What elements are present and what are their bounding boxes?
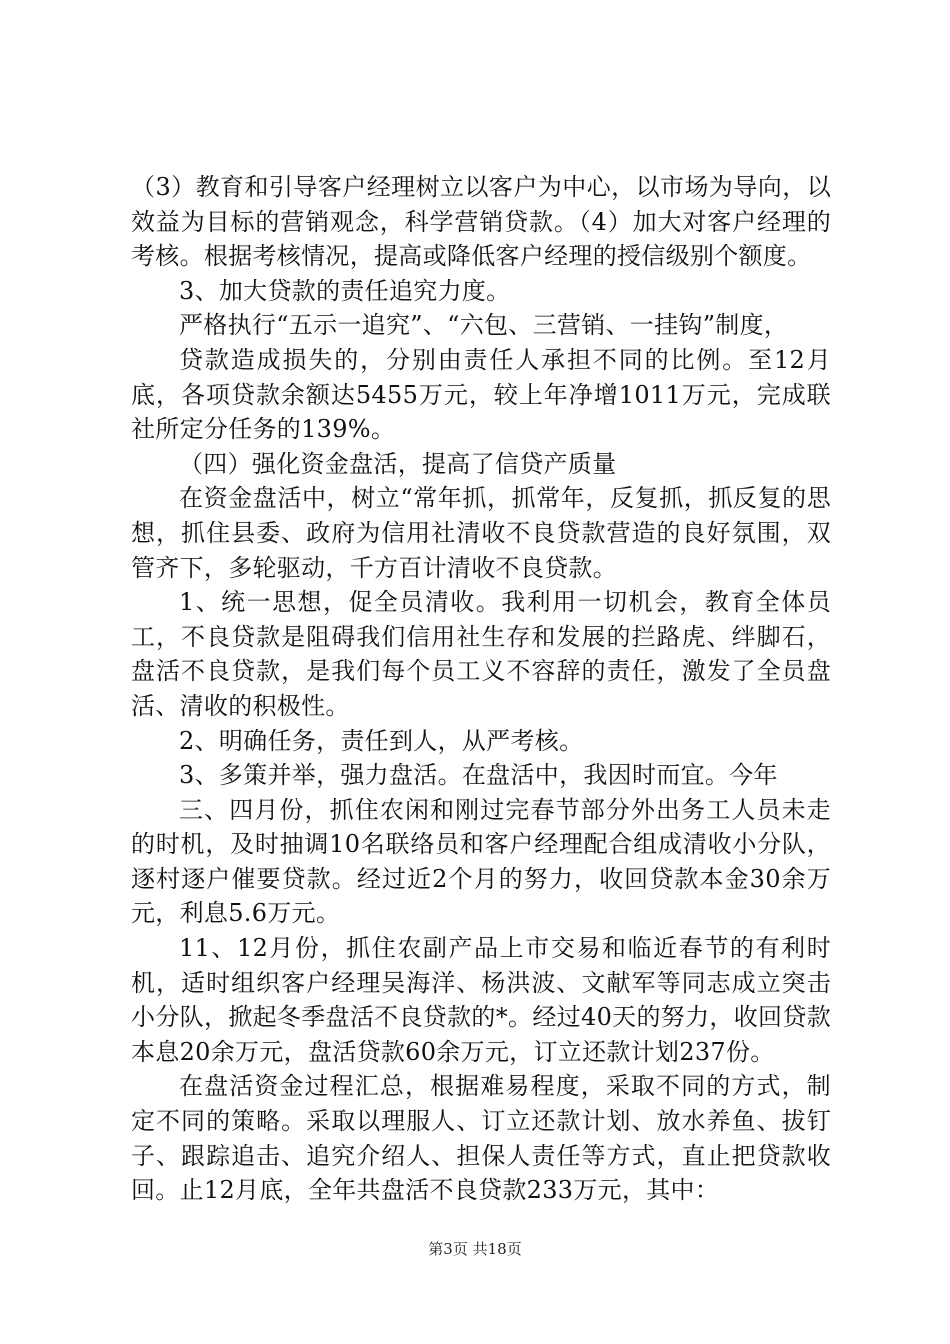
paragraph-4: 贷款造成损失的，分别由责任人承担不同的比例。至12月底，各项贷款余额达5455万元，较上年净增1011万元，完成联社所定分任务的139%。 (131, 345, 831, 444)
paragraph-9: 3、多策并举，强力盘活。在盘活中，我因时而宜。今年 (179, 761, 778, 790)
paragraph-3: 严格执行“五示一追究”、“六包、三营销、一挂钩”制度， (179, 311, 789, 340)
paragraph-7: 1、统一思想，促全员清收。我利用一切机会，教育全体员工，不良贷款是阻碍我们信用社生存和发展的拦路虎、绊脚石，盘活不良贷款，是我们每个员工义不容辞的责任，激发了全员盘活、清收的积极性。 (131, 588, 831, 720)
paragraph-1: （3）教育和引导客户经理树立以客户为中心，以市场为导向，以效益为目标的营销观念，科学营销贷款。（4）加大对客户经理的考核。根据考核情况，提高或降低客户经理的授信级别个额度。 (131, 173, 831, 271)
paragraph-8: 2、明确任务，责任到人，从严考核。 (179, 726, 584, 755)
paragraph-5: （四）强化资金盘活，提高了信贷产质量 (179, 449, 617, 478)
paragraph-6: 在资金盘活中，树立“常年抓，抓常年，反复抓，抓反复的思想，抓住县委、政府为信用社清收不良贷款营造的良好氛围，双管齐下，多轮驱动，千方百计清收不良贷款。 (131, 484, 831, 582)
paragraph-2: 3、加大贷款的责任追究力度。 (179, 276, 511, 305)
paragraph-11: 11、12月份，抓住农副产品上市交易和临近春节的有利时机，适时组织客户经理吴海洋、杨洪波、文献军等同志成立突击小分队，掀起冬季盘活不良贷款的*。经过40天的努力，收回贷款本息20余万元，盘活贷款60余万元，订立还款计划237份。 (131, 934, 831, 1066)
paragraph-10: 三、四月份，抓住农闲和刚过完春节部分外出务工人员未走的时机，及时抽调10名联络员和客户经理配合组成清收小分队，逐村逐户催要贷款。经过近2个月的努力，收回贷款本金30余万元，利息5.6万元。 (131, 795, 831, 928)
page-footer: 第3页 共18页 (428, 1240, 522, 1258)
paragraph-12: 在盘活资金过程汇总，根据难易程度，采取不同的方式，制定不同的策略。采取以理服人、订立还款计划、放水养鱼、拔钉子、跟踪追击、追究介绍人、担保人责任等方式，直止把贷款收回。止12月底，全年共盘活不良贷款233万元，其中： (131, 1072, 831, 1205)
document-body (131, 170, 831, 1208)
